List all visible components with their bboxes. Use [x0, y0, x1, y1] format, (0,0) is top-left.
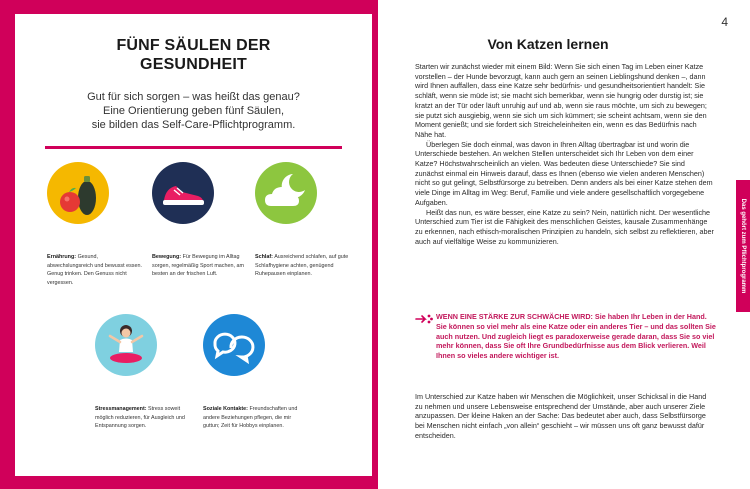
yoga-icon [95, 314, 157, 376]
callout-text: WENN EINE STÄRKE ZUR SCHWÄCHE WIRD: Sie haben Ihr Leben in der Hand. Sie können so viel mehr als eine Katze oder ein anderes Tier – und das sollten Sie auch nutzen. Und zugleich liegt es paradoxerweise gerade daran, dass Sie so viel mehr können, dass Sie oft Ihre Grundbedürfnisse aus dem Blick verlieren. Weil Ihnen so vieles andere wichtiger ist. [436, 312, 716, 361]
food-icon [47, 162, 109, 224]
pillar-description: Stress soweit möglich reduzieren, für Ausgleich und Entspannung sorgen. [95, 406, 185, 430]
side-tab [736, 180, 750, 312]
article-title: Von Katzen lernen [487, 36, 609, 52]
page-number: 4 [721, 15, 728, 29]
pillar-description: Freundschaften und andere Beziehungen pflegen, die mir guttun; Zeit für Hobbys einplanen. [203, 406, 298, 430]
right-page [378, 0, 750, 489]
intro-line: Eine Orientierung geben fünf Säulen, [102, 105, 285, 117]
pillar-label: Soziale Kontakte: [203, 406, 248, 412]
pillar-text [255, 253, 350, 279]
paragraph: Überlegen Sie doch einmal, was davon in Ihren Alltag übertragbar ist und worin die Unterschiede bestehen. An welchen Stellen unterscheidet sich Ihr Leben von dem einer Katze? Höchstwahrscheinlich an vielen. Was bedeuten diese Unterschiede? Sie sind zunächst einmal ein Hinweis darauf, dass es Ihnen (ebenso wie vielen anderen Menschen) nicht so gut gelingt, Selbstfürsorge zu betreiben. Denn anders als bei einer Katze stehen dem viele Dinge im Alltag im Weg: Beruf, Familie und viele andere gesellschaftlich vorgegebene Aufgaben. [415, 139, 713, 207]
page-title [15, 36, 372, 74]
intro-line: Gut für sich sorgen – was heißt das genau? [87, 91, 300, 103]
sneaker-icon [152, 162, 214, 224]
speech-bubbles-icon [203, 314, 265, 376]
pillar-text [203, 405, 298, 431]
pillar-description: Für Bewegung im Alltag sorgen, regelmäßig Sport machen, am besten an der frischen Luft. [152, 254, 244, 278]
intro-line: sie bilden das Self-Care-Pflichtprogramm. [91, 119, 296, 131]
paragraph: Starten wir zunächst wieder mit einem Bild: Wenn Sie sich einen Tag im Leben einer Katze vorstellen – der Hunde bevorzugt, kann auch gern an seinen Lieblingshund denken –, dann wird Ihnen auffallen, dass eine Katze sehr bedürfnis- und gesundheitsorientiert handelt: Sie schläft, wenn sie müde ist; sie macht sich bemerkbar, wenn sie hungrig oder durstig ist; sie kratzt an der Tür oder läuft unruhig auf und ab, wenn sie raus möchte, um sich zu bewegen; sie putzt sich ausgiebig, wenn sie sich um sich kümmert; sie scheint achtsam, wenn sie den Moment genießt; und sie fordert sich Streicheleinheiten ein, wenn es das Bedürfnis nach Nähe hat. [415, 62, 707, 139]
pillar-label: Ernährung: [47, 254, 77, 260]
pillar-text [152, 253, 247, 279]
left-page [15, 14, 372, 476]
divider [45, 146, 342, 149]
paw-arrow-icon [415, 313, 433, 325]
pillar-description: Gesund, abwechslungsreich und bewusst essen. Genug trinken. Den Genuss nicht vergessen. [47, 254, 142, 286]
side-tab-label: Das gehört zum Pflichtprogramm [740, 198, 746, 294]
intro-text [45, 90, 342, 132]
pillar-text [47, 253, 142, 287]
title-line: FÜNF SÄULEN DER [116, 37, 271, 54]
moon-cloud-icon [255, 162, 317, 224]
closing-paragraph: Im Unterschied zur Katze haben wir Menschen die Möglichkeit, unser Schicksal in die Hand zu nehmen und unsere Lebensweise entsprechend der Umstände, aber auch unserer Ziele anzupassen. Der kleine Haken an der Sache: Das bedeutet aber auch, dass Selbstfürsorge bei Menschen nicht einfach „von allein“ geschieht – wir müssen uns oft ganz bewusst dafür entscheiden. [415, 392, 707, 440]
pillar-label: Stressmanagement: [95, 406, 147, 412]
pillar-text [95, 405, 190, 431]
paragraph: Heißt das nun, es wäre besser, eine Katze zu sein? Nein, natürlich nicht. Der wesentliche Unterschied zum Tier ist die Fähigkeit des menschlichen Geistes, kausale Zusammenhänge zu erkennen, nach ethisch-moralischen Prinzipien zu handeln, sich selbst zu reflektieren, aber auch auf vielfältige Weise zu kommunizieren. [415, 207, 714, 246]
pillar-label: Bewegung: [152, 254, 182, 260]
title-line: GESUNDHEIT [140, 56, 247, 73]
pillar-description: Ausreichend schlafen, auf gute Schlafhygiene achten, genügend Ruhepausen einplanen. [255, 254, 349, 278]
article-body [415, 62, 715, 246]
pillar-label: Schlaf: [255, 254, 273, 260]
